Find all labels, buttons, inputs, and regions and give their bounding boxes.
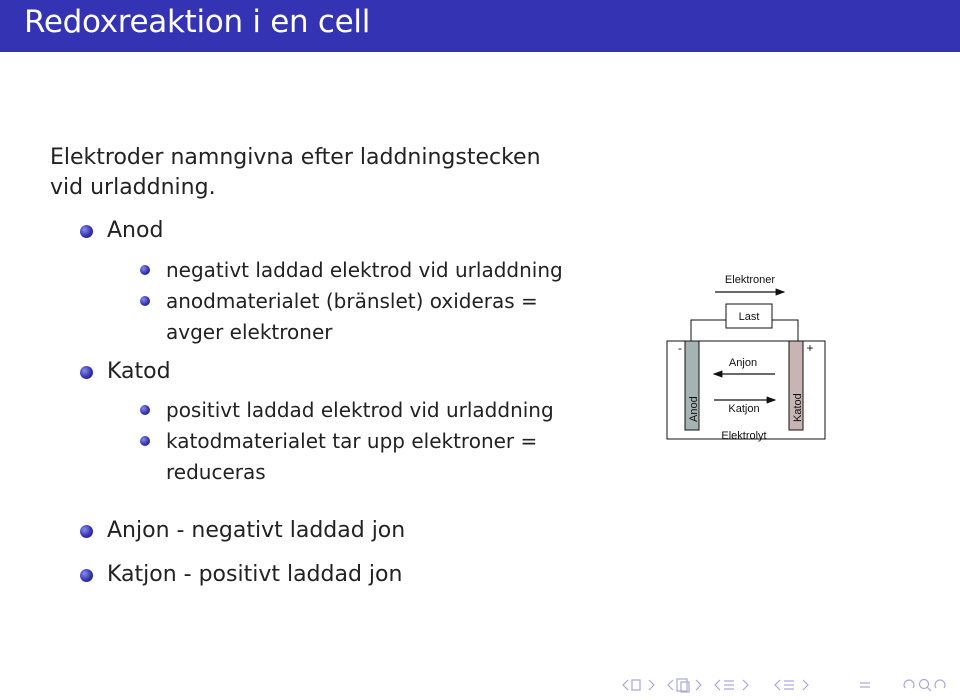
katjon-label: Katjon: [728, 403, 760, 415]
plus-sign: +: [806, 341, 814, 355]
nav-next-subsection-icon[interactable]: [696, 680, 701, 690]
wire-right: [772, 320, 798, 341]
slide-title: Redoxreaktion i en cell: [24, 4, 371, 40]
nav-next-frame-icon[interactable]: [649, 680, 654, 690]
minus-sign: -: [678, 341, 682, 355]
nav-prev-section-icon[interactable]: [715, 680, 720, 690]
nav-frame-icon[interactable]: [632, 680, 640, 690]
bullet-icon: [140, 265, 150, 275]
elektrolyt-label: Elektrolyt: [721, 430, 767, 442]
nav-search-icon[interactable]: [927, 687, 931, 691]
katod-item-2: katodmaterialet tar upp elektroner =: [166, 429, 538, 453]
wire-left: [691, 320, 726, 341]
anjon-item: Anjon - negativt laddad jon: [107, 518, 406, 543]
last-label: Last: [738, 311, 760, 323]
bullet-icon: [80, 525, 93, 538]
katod-label: Katod: [792, 393, 804, 422]
anjon-label: Anjon: [728, 357, 758, 369]
bullet-icon: [80, 569, 93, 582]
anod-heading: Anod: [107, 218, 164, 243]
nav-prev-frame-icon[interactable]: [623, 680, 628, 690]
nav-prev-part-icon[interactable]: [775, 680, 780, 690]
title-bar: [0, 0, 960, 52]
intro-line-1: Elektroder namngivna efter laddningstecken: [50, 145, 541, 170]
nav-next-section-icon[interactable]: [743, 680, 748, 690]
bullet-icon: [140, 296, 150, 306]
intro-line-2: vid urladdning.: [50, 175, 216, 200]
cell-diagram: [658, 262, 828, 448]
katod-item-2-cont: reduceras: [166, 460, 266, 484]
katod-item-1: positivt laddad elektrod vid urladdning: [166, 398, 554, 422]
bullet-icon: [80, 225, 93, 238]
beamer-navigation[interactable]: [620, 676, 950, 694]
bullet-icon: [140, 436, 150, 446]
anod-item-1: negativt laddad elektrod vid urladdning: [166, 258, 563, 282]
nav-next-part-icon[interactable]: [803, 680, 808, 690]
katod-heading: Katod: [107, 359, 171, 384]
nav-prev-subsection-icon[interactable]: [668, 680, 673, 690]
katjon-item: Katjon - positivt laddad jon: [107, 562, 403, 587]
nav-forward-icon[interactable]: [935, 680, 945, 688]
anod-item-2: anodmaterialet (bränslet) oxideras =: [166, 289, 538, 313]
anod-label: Anod: [688, 396, 700, 422]
bullet-icon: [80, 366, 93, 379]
bullet-icon: [140, 405, 150, 415]
elektroner-label: Elektroner: [724, 274, 776, 286]
nav-back-icon[interactable]: [904, 680, 914, 688]
anod-item-2-cont: avger elektroner: [166, 320, 333, 344]
